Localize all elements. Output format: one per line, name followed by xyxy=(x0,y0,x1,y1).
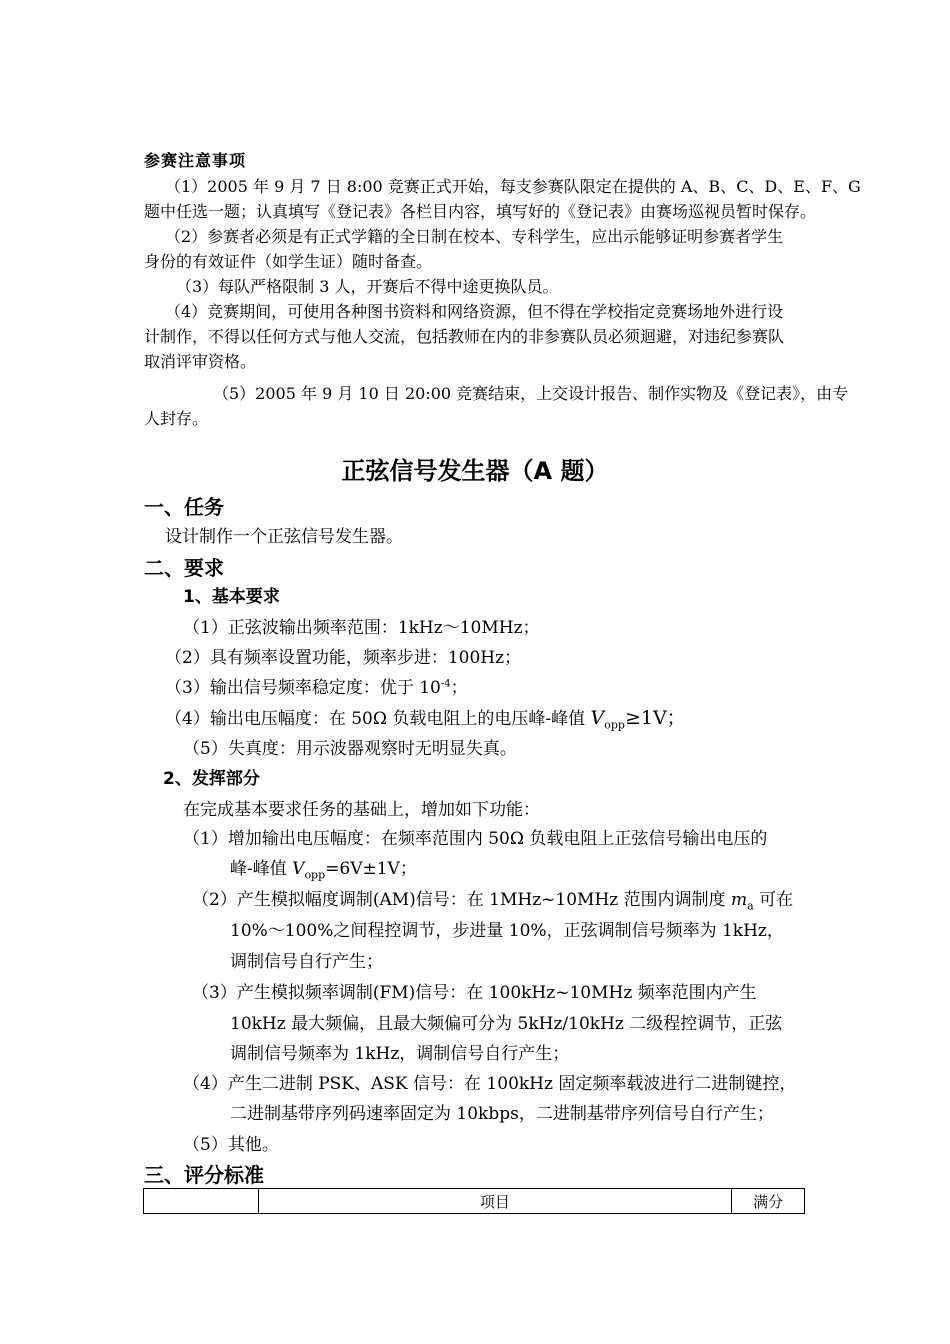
notice-line-6: （4）竞赛期间，可使用各种图书资料和网络资源，但不得在学校指定竞赛场地外进行设 xyxy=(165,302,784,321)
basic-item-2: （2）具有频率设置功能，频率步进：100Hz； xyxy=(165,648,522,668)
notice-line-9: （5）2005 年 9 月 10 日 20:00 竞赛结束，上交设计报告、制作实物及《登记表》，由专 xyxy=(213,384,849,403)
basic-item-3: （3）输出信号频率稳定度：优于 $10^{-4}$； xyxy=(165,678,468,698)
advanced-item-4-line-1: （4）产生二进制 PSK、ASK 信号：在 100kHz 固定频率载波进行二进制键控， xyxy=(183,1074,797,1094)
advanced-item-3-line-3: 调制信号频率为 1kHz，调制信号自行产生； xyxy=(230,1044,570,1064)
advanced-item-2-line-2: 10%～100%之间程控调节，步进量 10%，正弦调制信号频率为 1kHz， xyxy=(230,921,784,941)
table-header-score: 满分 xyxy=(732,1189,805,1214)
section-task-text: 设计制作一个正弦信号发生器。 xyxy=(165,527,403,547)
advanced-item-4-line-2: 二进制基带序列码速率固定为 10kbps，二进制基带序列信号自行产生； xyxy=(230,1104,774,1124)
advanced-item-3-line-2: 10kHz 最大频偏，且最大频偏可分为 5kHz/10kHz 二级程控调节，正弦 xyxy=(230,1014,783,1034)
advanced-requirements-heading: 2、发挥部分 xyxy=(163,769,260,789)
notice-line-8: 取消评审资格。 xyxy=(144,352,257,371)
advanced-item-1-line-2: 峰-峰值 $V_{opp}=6V\pm 1V$； xyxy=(230,859,417,882)
section-task-heading: 一、任务 xyxy=(144,495,224,519)
table-header-item: 项目 xyxy=(258,1189,732,1214)
section-requirements-heading: 二、要求 xyxy=(144,556,224,580)
table-header-blank xyxy=(144,1189,259,1214)
basic-item-5: （5）失真度：用示波器观察时无明显失真。 xyxy=(183,739,517,759)
advanced-item-1-line-1: （1）增加输出电压幅度：在频率范围内 50Ω 负载电阻上正弦信号输出电压的 xyxy=(183,829,768,849)
notice-line-3: （2）参赛者必须是有正式学籍的全日制在校本、专科学生，应出示能够证明参赛者学生 xyxy=(165,227,784,246)
notice-line-1: （1）2005 年 9 月 7 日 8:00 竞赛正式开始，每支参赛队限定在提供的 A、B、C、D、E、F、G xyxy=(165,177,861,196)
advanced-item-2-line-1: （2）产生模拟幅度调制(AM)信号：在 1MHz~10MHz 范围内调制度 $m_a$ 可在 xyxy=(192,890,794,913)
basic-item-1: （1）正弦波输出频率范围：1kHz～10MHz； xyxy=(183,618,540,638)
advanced-item-3-line-1: （3）产生模拟频率调制(FM)信号：在 100kHz~10MHz 频率范围内产生 xyxy=(192,983,757,1003)
notice-line-4: 身份的有效证件（如学生证）随时备查。 xyxy=(144,252,433,271)
notice-title: 参赛注意事项 xyxy=(144,151,247,170)
basic-item-4: （4）输出电压幅度：在 50Ω 负载电阻上的电压峰-峰值 $V_{opp}\ge 1V$； xyxy=(165,707,686,732)
advanced-item-2-line-3: 调制信号自行产生； xyxy=(230,952,383,972)
advanced-item-5: （5）其他。 xyxy=(183,1135,279,1155)
advanced-intro: 在完成基本要求任务的基础上，增加如下功能： xyxy=(183,800,540,820)
notice-line-2: 题中任选一题；认真填写《登记表》各栏目内容，填写好的《登记表》由赛场巡视员暂时保存。 xyxy=(144,202,817,221)
notice-line-5: （3）每队严格限制 3 人，开赛后不得中途更换队员。 xyxy=(176,277,559,296)
notice-line-10: 人封存。 xyxy=(144,409,209,428)
basic-requirements-heading: 1、基本要求 xyxy=(183,587,280,607)
problem-title: 正弦信号发生器（A 题） xyxy=(341,457,609,485)
section-scoring-heading: 三、评分标准 xyxy=(144,1163,264,1187)
notice-line-7: 计制作，不得以任何方式与他人交流，包括教师在内的非参赛队员必须迴避，对违纪参赛队 xyxy=(144,327,785,346)
table-header-row xyxy=(144,1189,805,1214)
scoring-table xyxy=(143,1188,805,1214)
